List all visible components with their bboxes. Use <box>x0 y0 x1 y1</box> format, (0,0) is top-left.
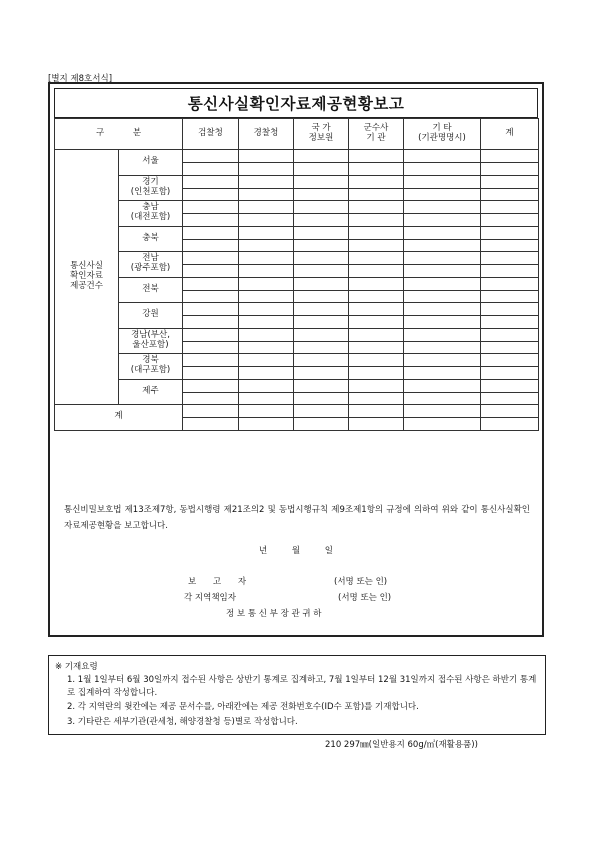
document-count-cell[interactable] <box>349 405 404 418</box>
instruction-item: 2. 각 지역란의 윗칸에는 제공 문서수를, 아래칸에는 제공 전화번호수(ID수 포함)를 기재합니다. <box>67 702 419 712</box>
phone-count-cell[interactable] <box>349 239 404 252</box>
phone-count-cell[interactable] <box>294 316 349 329</box>
phone-count-cell[interactable] <box>239 392 294 405</box>
phone-count-cell[interactable] <box>481 316 539 329</box>
phone-count-cell[interactable] <box>481 188 539 201</box>
category-label-line: 제공건수 <box>70 280 103 291</box>
phone-count-cell[interactable] <box>404 341 481 354</box>
region-name: 강원 <box>142 309 159 320</box>
header-category: 구 분 <box>55 119 183 150</box>
document-count-cell[interactable] <box>183 252 239 265</box>
report-form <box>48 82 544 637</box>
region-label-cell <box>119 150 183 176</box>
document-count-cell[interactable] <box>294 201 349 214</box>
document-count-cell[interactable] <box>349 354 404 367</box>
region-name: 계 <box>114 411 123 422</box>
phone-count-cell[interactable] <box>183 367 239 380</box>
phone-count-cell[interactable] <box>239 214 294 227</box>
phone-count-cell[interactable] <box>239 418 294 431</box>
header-nis-line2: 정보원 <box>308 133 334 143</box>
document-count-cell[interactable] <box>481 354 539 367</box>
document-count-cell[interactable] <box>349 226 404 239</box>
phone-count-cell[interactable] <box>481 239 539 252</box>
header-military-line2: 기 관 <box>366 133 386 143</box>
phone-count-cell[interactable] <box>481 341 539 354</box>
addressee: 정 보 통 신 부 장 관 귀 하 <box>226 609 322 619</box>
document-count-cell[interactable] <box>404 150 481 163</box>
phone-count-cell[interactable] <box>349 163 404 176</box>
phone-count-cell[interactable] <box>239 290 294 303</box>
document-count-cell[interactable] <box>239 201 294 214</box>
header-total: 계 <box>481 119 539 150</box>
region-name: 전남 <box>142 253 159 264</box>
document-count-cell[interactable] <box>294 150 349 163</box>
document-count-cell[interactable] <box>349 252 404 265</box>
document-count-cell[interactable] <box>183 379 239 392</box>
phone-count-cell[interactable] <box>183 188 239 201</box>
phone-count-cell[interactable] <box>404 367 481 380</box>
header-prosecution: 검찰청 <box>183 119 239 150</box>
table-row <box>55 303 539 316</box>
instructions-box <box>48 655 546 735</box>
document-count-cell[interactable] <box>183 277 239 290</box>
region-label-cell <box>119 328 183 354</box>
document-count-cell[interactable] <box>294 226 349 239</box>
phone-count-cell[interactable] <box>404 316 481 329</box>
table-row <box>55 328 539 341</box>
document-count-cell[interactable] <box>183 303 239 316</box>
document-count-cell[interactable] <box>183 175 239 188</box>
document-count-cell[interactable] <box>294 379 349 392</box>
phone-count-cell[interactable] <box>404 290 481 303</box>
phone-count-cell[interactable] <box>294 392 349 405</box>
document-count-cell[interactable] <box>294 252 349 265</box>
table-row <box>55 175 539 188</box>
phone-count-cell[interactable] <box>183 239 239 252</box>
phone-count-cell[interactable] <box>183 163 239 176</box>
phone-count-cell[interactable] <box>349 214 404 227</box>
document-count-cell[interactable] <box>404 354 481 367</box>
regional-manager-signature-field[interactable]: (서명 또는 인) <box>338 593 392 603</box>
instruction-item: 1. 1월 1일부터 6월 30일까지 접수된 사항은 상반기 통계로 집계하고, 7월 1일부터 12월 31일까지 접수된 사항은 하반기 통계로 집계하여 작성합니다. <box>67 675 537 698</box>
document-count-cell[interactable] <box>239 175 294 188</box>
phone-count-cell[interactable] <box>349 188 404 201</box>
table-row <box>55 226 539 239</box>
document-count-cell[interactable] <box>481 175 539 188</box>
category-label-cell <box>55 150 119 405</box>
category-label-line: 확인자료 <box>70 271 103 282</box>
statistics-table <box>54 118 539 431</box>
document-count-cell[interactable] <box>239 303 294 316</box>
phone-count-cell[interactable] <box>404 188 481 201</box>
document-count-cell[interactable] <box>481 328 539 341</box>
phone-count-cell[interactable] <box>294 188 349 201</box>
form-number-label: [별지 제8호서식] <box>48 74 113 84</box>
phone-count-cell[interactable] <box>294 214 349 227</box>
document-count-cell[interactable] <box>294 175 349 188</box>
document-count-cell[interactable] <box>349 379 404 392</box>
document-count-cell[interactable] <box>481 277 539 290</box>
report-date-line: 년 월 일 <box>258 546 334 556</box>
paper-spec-footer: 210 297㎜(일반용지 60g/㎡(재활용품)) <box>325 740 478 750</box>
header-nis <box>294 119 349 150</box>
phone-count-cell[interactable] <box>183 418 239 431</box>
document-count-cell[interactable] <box>183 405 239 418</box>
region-label-cell <box>119 226 183 252</box>
phone-count-cell[interactable] <box>481 214 539 227</box>
phone-count-cell[interactable] <box>294 265 349 278</box>
phone-count-cell[interactable] <box>239 239 294 252</box>
region-note: 울산포함) <box>132 339 169 350</box>
document-count-cell[interactable] <box>239 226 294 239</box>
document-count-cell[interactable] <box>239 150 294 163</box>
phone-count-cell[interactable] <box>349 341 404 354</box>
document-count-cell[interactable] <box>239 379 294 392</box>
table-row <box>55 277 539 290</box>
phone-count-cell[interactable] <box>239 316 294 329</box>
table-row <box>55 201 539 214</box>
region-name: 충북 <box>142 232 159 243</box>
document-count-cell[interactable] <box>294 277 349 290</box>
document-count-cell[interactable] <box>294 303 349 316</box>
region-note: (대구포함) <box>130 365 171 376</box>
phone-count-cell[interactable] <box>239 163 294 176</box>
document-count-cell[interactable] <box>404 277 481 290</box>
document-count-cell[interactable] <box>239 328 294 341</box>
phone-count-cell[interactable] <box>349 367 404 380</box>
region-label-cell <box>55 405 183 431</box>
phone-count-cell[interactable] <box>239 188 294 201</box>
document-count-cell[interactable] <box>481 379 539 392</box>
document-count-cell[interactable] <box>404 405 481 418</box>
document-count-cell[interactable] <box>183 226 239 239</box>
phone-count-cell[interactable] <box>349 265 404 278</box>
phone-count-cell[interactable] <box>294 341 349 354</box>
phone-count-cell[interactable] <box>349 290 404 303</box>
document-count-cell[interactable] <box>481 201 539 214</box>
phone-count-cell[interactable] <box>183 214 239 227</box>
region-label-cell <box>119 175 183 201</box>
document-count-cell[interactable] <box>349 303 404 316</box>
region-label-cell <box>119 303 183 329</box>
phone-count-cell[interactable] <box>239 341 294 354</box>
header-nis-line1: 국 가 <box>311 123 331 134</box>
document-count-cell[interactable] <box>404 226 481 239</box>
phone-count-cell[interactable] <box>349 316 404 329</box>
document-count-cell[interactable] <box>349 277 404 290</box>
header-other-line1: 기 타 <box>432 123 452 134</box>
header-other <box>404 119 481 150</box>
phone-count-cell[interactable] <box>481 418 539 431</box>
document-count-cell[interactable] <box>404 175 481 188</box>
form-title: 통신사실확인자료제공현황보고 <box>187 95 405 113</box>
header-police: 경찰청 <box>239 119 294 150</box>
phone-count-cell[interactable] <box>183 290 239 303</box>
header-military <box>349 119 404 150</box>
phone-count-cell[interactable] <box>239 367 294 380</box>
region-label-cell <box>119 379 183 405</box>
document-count-cell[interactable] <box>183 201 239 214</box>
region-name: 충남 <box>142 202 159 213</box>
region-name: 제주 <box>142 385 159 396</box>
document-count-cell[interactable] <box>294 405 349 418</box>
phone-count-cell[interactable] <box>239 265 294 278</box>
document-count-cell[interactable] <box>481 303 539 316</box>
document-count-cell[interactable] <box>404 201 481 214</box>
region-name: 경기 <box>142 176 159 187</box>
document-count-cell[interactable] <box>294 354 349 367</box>
phone-count-cell[interactable] <box>183 265 239 278</box>
document-count-cell[interactable] <box>349 328 404 341</box>
phone-count-cell[interactable] <box>294 163 349 176</box>
document-count-cell[interactable] <box>349 201 404 214</box>
document-count-cell[interactable] <box>481 252 539 265</box>
region-name: 전북 <box>142 283 159 294</box>
phone-count-cell[interactable] <box>183 392 239 405</box>
document-count-cell[interactable] <box>481 405 539 418</box>
table-row <box>55 150 539 163</box>
document-count-cell[interactable] <box>404 328 481 341</box>
phone-count-cell[interactable] <box>294 290 349 303</box>
phone-count-cell[interactable] <box>404 163 481 176</box>
region-label-cell <box>119 201 183 227</box>
title-box <box>54 88 538 118</box>
report-statement: 통신비밀보호법 제13조제7항, 동법시행령 제21조의2 및 동법시행규칙 제9조제1항의 규정에 의하여 위와 같이 통신사실확인자료제공현황을 보고합니다. <box>64 505 530 531</box>
phone-count-cell[interactable] <box>294 367 349 380</box>
reporter-signature-field[interactable]: (서명 또는 인) <box>334 577 388 587</box>
document-count-cell[interactable] <box>294 328 349 341</box>
phone-count-cell[interactable] <box>481 290 539 303</box>
document-count-cell[interactable] <box>239 405 294 418</box>
phone-count-cell[interactable] <box>294 239 349 252</box>
header-other-line2: (기관명명시) <box>418 133 466 143</box>
instruction-item: 3. 기타란은 세부기관(관세청, 해양경찰청 등)별로 작성합니다. <box>67 717 298 727</box>
document-count-cell[interactable] <box>349 175 404 188</box>
table-row <box>55 379 539 392</box>
region-name: 경북 <box>142 355 159 366</box>
table-header-row <box>55 119 539 150</box>
document-count-cell[interactable] <box>183 150 239 163</box>
phone-count-cell[interactable] <box>481 163 539 176</box>
phone-count-cell[interactable] <box>404 214 481 227</box>
table-row <box>55 354 539 367</box>
document-count-cell[interactable] <box>239 354 294 367</box>
instructions-title: ※ 기재요령 <box>55 662 98 672</box>
document-count-cell[interactable] <box>349 150 404 163</box>
phone-count-cell[interactable] <box>183 316 239 329</box>
region-label-cell <box>119 252 183 278</box>
phone-count-cell[interactable] <box>404 392 481 405</box>
region-note: (대전포함) <box>130 212 171 223</box>
header-military-line1: 군수사 <box>363 123 389 134</box>
phone-count-cell[interactable] <box>294 418 349 431</box>
phone-count-cell[interactable] <box>404 265 481 278</box>
phone-count-cell[interactable] <box>481 265 539 278</box>
table-row <box>55 405 539 418</box>
document-count-cell[interactable] <box>183 328 239 341</box>
document-count-cell[interactable] <box>239 252 294 265</box>
document-count-cell[interactable] <box>404 303 481 316</box>
phone-count-cell[interactable] <box>349 418 404 431</box>
region-note: (광주포함) <box>130 263 171 274</box>
document-count-cell[interactable] <box>404 379 481 392</box>
region-label-cell <box>119 354 183 380</box>
table-row <box>55 252 539 265</box>
phone-count-cell[interactable] <box>481 392 539 405</box>
phone-count-cell[interactable] <box>481 367 539 380</box>
document-count-cell[interactable] <box>404 252 481 265</box>
region-name: 경남(부산, <box>131 329 170 340</box>
phone-count-cell[interactable] <box>404 418 481 431</box>
region-name: 서울 <box>142 156 159 167</box>
document-count-cell[interactable] <box>481 226 539 239</box>
phone-count-cell[interactable] <box>349 392 404 405</box>
reporter-label: 보 고 자 <box>188 577 247 587</box>
category-label-line: 통신사실 <box>70 261 103 272</box>
regional-manager-label: 각 지역책임자 <box>184 593 236 603</box>
region-label-cell <box>119 277 183 303</box>
document-count-cell[interactable] <box>183 354 239 367</box>
region-note: (인천포함) <box>130 186 171 197</box>
document-count-cell[interactable] <box>239 277 294 290</box>
phone-count-cell[interactable] <box>183 341 239 354</box>
document-count-cell[interactable] <box>481 150 539 163</box>
phone-count-cell[interactable] <box>404 239 481 252</box>
